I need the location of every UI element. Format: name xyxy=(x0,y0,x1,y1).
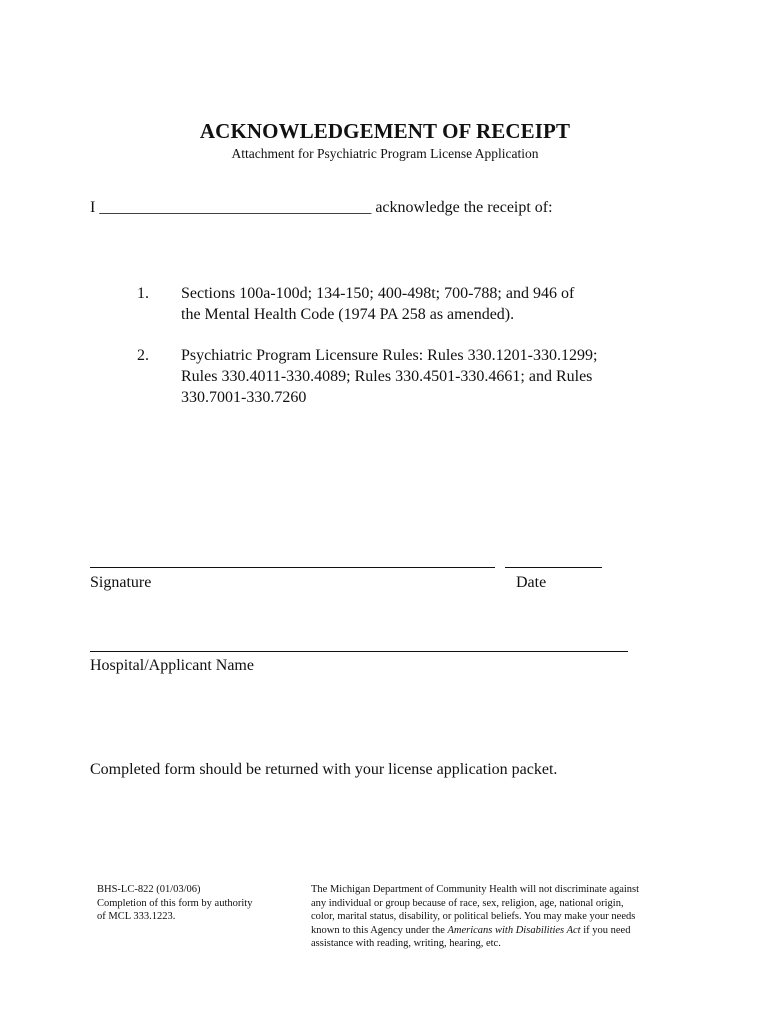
acknowledgement-statement xyxy=(90,199,553,217)
authority-text: Completion of this form by authority xyxy=(97,897,253,909)
list-item-line: the Mental Health Code (1974 PA 258 as amended). xyxy=(181,306,515,323)
acknowledgement-suffix: acknowledge the receipt of: xyxy=(375,199,553,216)
list-item-number: 2. xyxy=(137,347,149,364)
list-item-number: 1. xyxy=(137,285,149,302)
notice-line xyxy=(311,924,681,938)
list-item-line: Rules 330.4011-330.4089; Rules 330.4501-330.4661; and Rules xyxy=(181,368,593,385)
authority-text: of MCL 333.1223. xyxy=(97,911,176,922)
document-subtitle: Attachment for Psychiatric Program License Application xyxy=(231,146,539,161)
list-item-text xyxy=(181,283,661,325)
list-item-text xyxy=(181,345,661,408)
applicant-name-line[interactable] xyxy=(90,651,628,652)
notice-text: if you need xyxy=(583,924,631,936)
nondiscrimination-notice xyxy=(311,883,681,951)
form-code: BHS-LC-822 (01/03/06) xyxy=(97,884,201,895)
notice-line: The Michigan Department of Community Health will not discriminate against xyxy=(311,884,640,895)
notice-line: assistance with reading, writing, hearing, etc. xyxy=(311,938,501,949)
date-label: Date xyxy=(516,574,547,591)
notice-line: any individual or group because of race, sex, religion, age, national origin, xyxy=(311,897,624,909)
acknowledgement-name-blank[interactable]: __________________________________ xyxy=(99,199,372,216)
signature-line[interactable] xyxy=(90,567,495,568)
notice-line: color, marital status, disability, or political beliefs. You may make your needs xyxy=(311,911,636,922)
signature-label: Signature xyxy=(90,574,152,591)
acknowledgement-prefix: I xyxy=(90,199,96,216)
applicant-name-label: Hospital/Applicant Name xyxy=(90,657,254,674)
form-authority-block xyxy=(97,883,287,924)
ada-act-name: Americans with Disabilities Act xyxy=(447,924,581,936)
date-line[interactable] xyxy=(505,567,602,568)
notice-text: known to this Agency under the xyxy=(311,924,445,936)
return-instructions: Completed form should be returned with your license application packet. xyxy=(90,761,558,778)
list-item-line: 330.7001-330.7260 xyxy=(181,389,307,406)
list-item-line: Sections 100a-100d; 134-150; 400-498t; 700-788; and 946 of xyxy=(181,285,575,302)
document-title: ACKNOWLEDGEMENT OF RECEIPT xyxy=(199,119,571,143)
list-item-line: Psychiatric Program Licensure Rules: Rules 330.1201-330.1299; xyxy=(181,347,598,364)
